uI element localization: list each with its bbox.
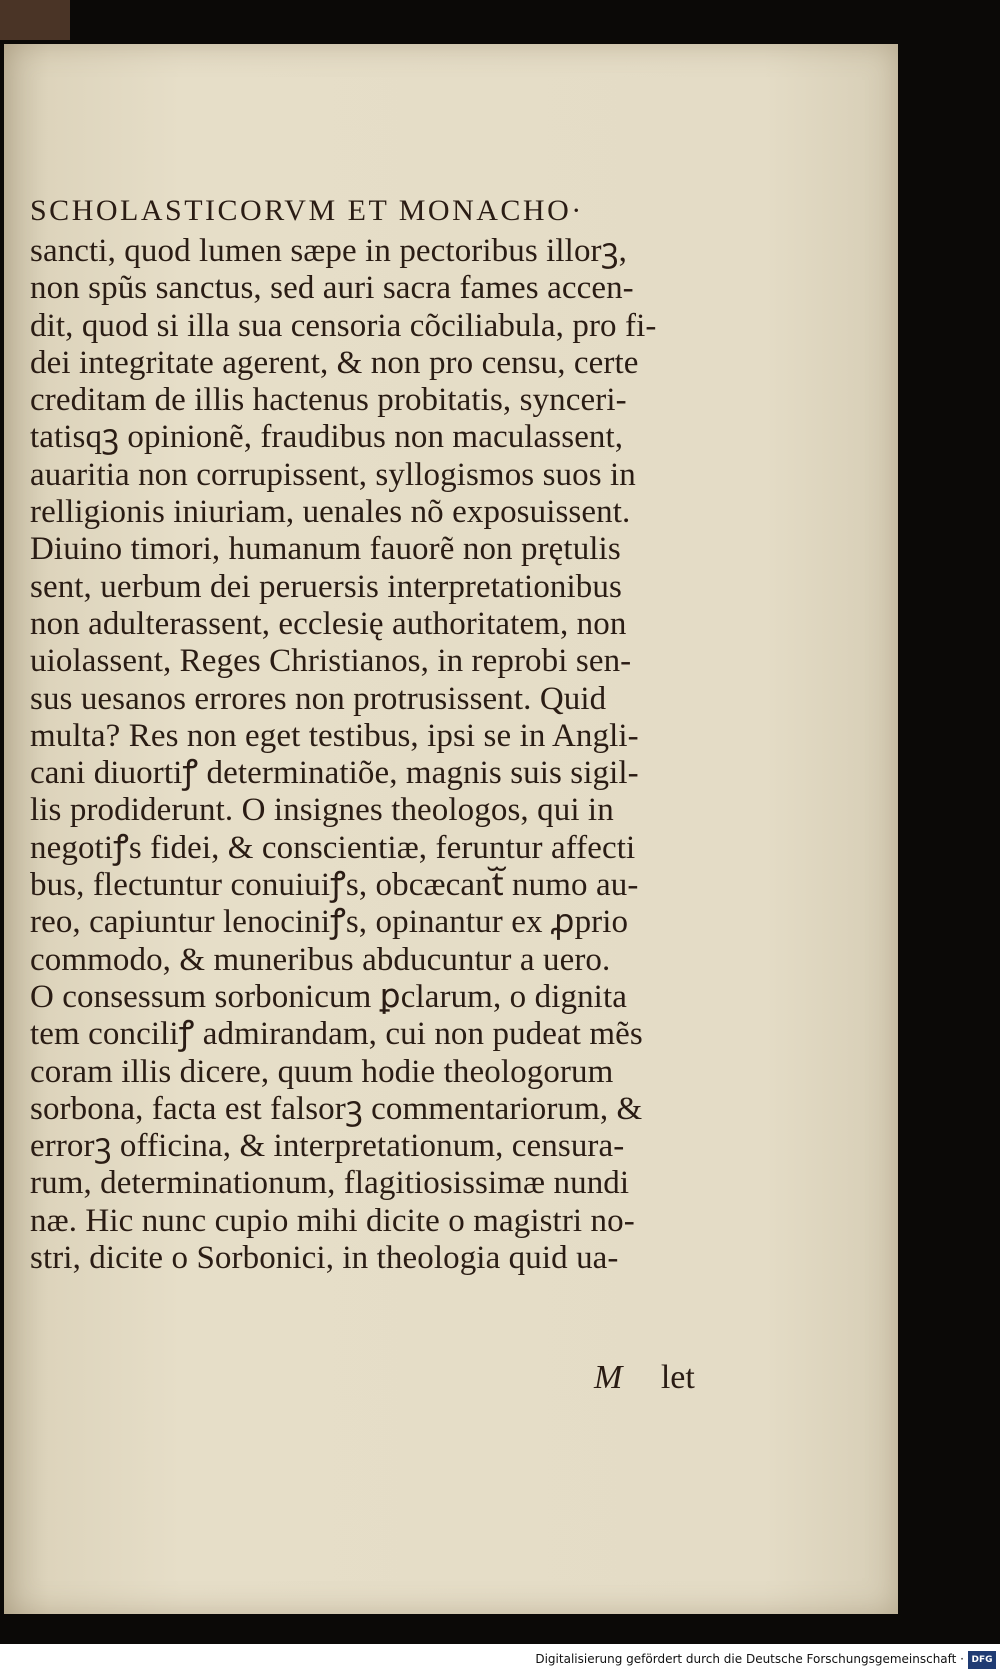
catchword: let	[660, 1359, 695, 1396]
text-line: tatisqꝫ opinionẽ, fraudibus non maculassent,	[30, 419, 624, 456]
text-line: bus, flectuntur conuiuiꝭs, obcæcantᷓ numo au-	[30, 867, 639, 904]
text-line: sorbona, facta est falsorꝫ commentariorum, &	[30, 1090, 643, 1127]
text-line: auaritia non corrupissent, syllogismos suos in	[30, 456, 636, 493]
footer-bar	[0, 1644, 1000, 1678]
page-text	[30, 189, 720, 1277]
running-header: SCHOLASTICORVM ET MONACHO·	[30, 194, 584, 227]
text-line: relligionis iniuriam, uenales nõ exposuissent.	[30, 494, 631, 531]
text-line: non adulterassent, ecclesię authoritatem, non	[30, 605, 627, 642]
signature-row	[594, 1359, 695, 1397]
dfg-logo: DFG	[968, 1651, 996, 1669]
text-line: coram illis dicere, quum hodie theologorum	[30, 1053, 614, 1090]
page-corner-tab	[0, 0, 70, 40]
text-line: dit, quod si illa sua censoria cõciliabula, pro fi-	[30, 307, 657, 344]
text-line: creditam de illis hactenus probitatis, synceri-	[30, 382, 627, 419]
text-line: stri, dicite o Sorbonici, in theologia quid ua-	[30, 1240, 619, 1277]
text-line: cani diuortiꝭ determinatiõe, magnis suis sigil-	[30, 755, 639, 792]
text-line: non spũs sanctus, sed auri sacra fames accen-	[30, 270, 634, 307]
text-line: multa? Res non eget testibus, ipsi se in Angli-	[30, 717, 639, 754]
text-line: tem conciliꝭ admirandam, cui non pudeat mẽs	[30, 1016, 643, 1053]
book-page	[4, 44, 898, 1614]
text-lines	[30, 233, 720, 1277]
text-line: uiolassent, Reges Christianos, in reprobi sen-	[30, 643, 632, 680]
footer-credit: Digitalisierung gefördert durch die Deutsche Forschungsgemeinschaft ·	[535, 1652, 964, 1666]
text-line: rum, determinationum, flagitiosissimæ nundi	[30, 1165, 630, 1202]
text-line: sancti, quod lumen sæpe in pectoribus illorꝫ,	[30, 233, 627, 269]
text-line: errorꝫ officina, & interpretationum, censura-	[30, 1128, 625, 1165]
text-line: sus uesanos errores non protrusissent. Quid	[30, 680, 607, 717]
text-line: lis prodiderunt. O insignes theologos, qui in	[30, 792, 614, 829]
text-line: næ. Hic nunc cupio mihi dicite o magistri no-	[30, 1202, 635, 1239]
text-line: O consessum sorbonicum ꝑclarum, o dignita	[30, 978, 627, 1015]
text-line: dei integritate agerent, & non pro censu, certe	[30, 344, 639, 381]
text-line: sent, uerbum dei peruersis interpretationibus	[30, 568, 622, 605]
signature-mark: M	[594, 1359, 623, 1396]
text-line: commodo, & muneribus abducuntur a uero.	[30, 941, 611, 978]
text-line: negotiꝭs fidei, & conscientiæ, feruntur affecti	[30, 829, 636, 866]
text-line: reo, capiuntur lenociniꝭs, opinantur ex ꝓprio	[30, 904, 629, 941]
text-line: Diuino timori, humanum fauorẽ non prętulis	[30, 531, 621, 568]
